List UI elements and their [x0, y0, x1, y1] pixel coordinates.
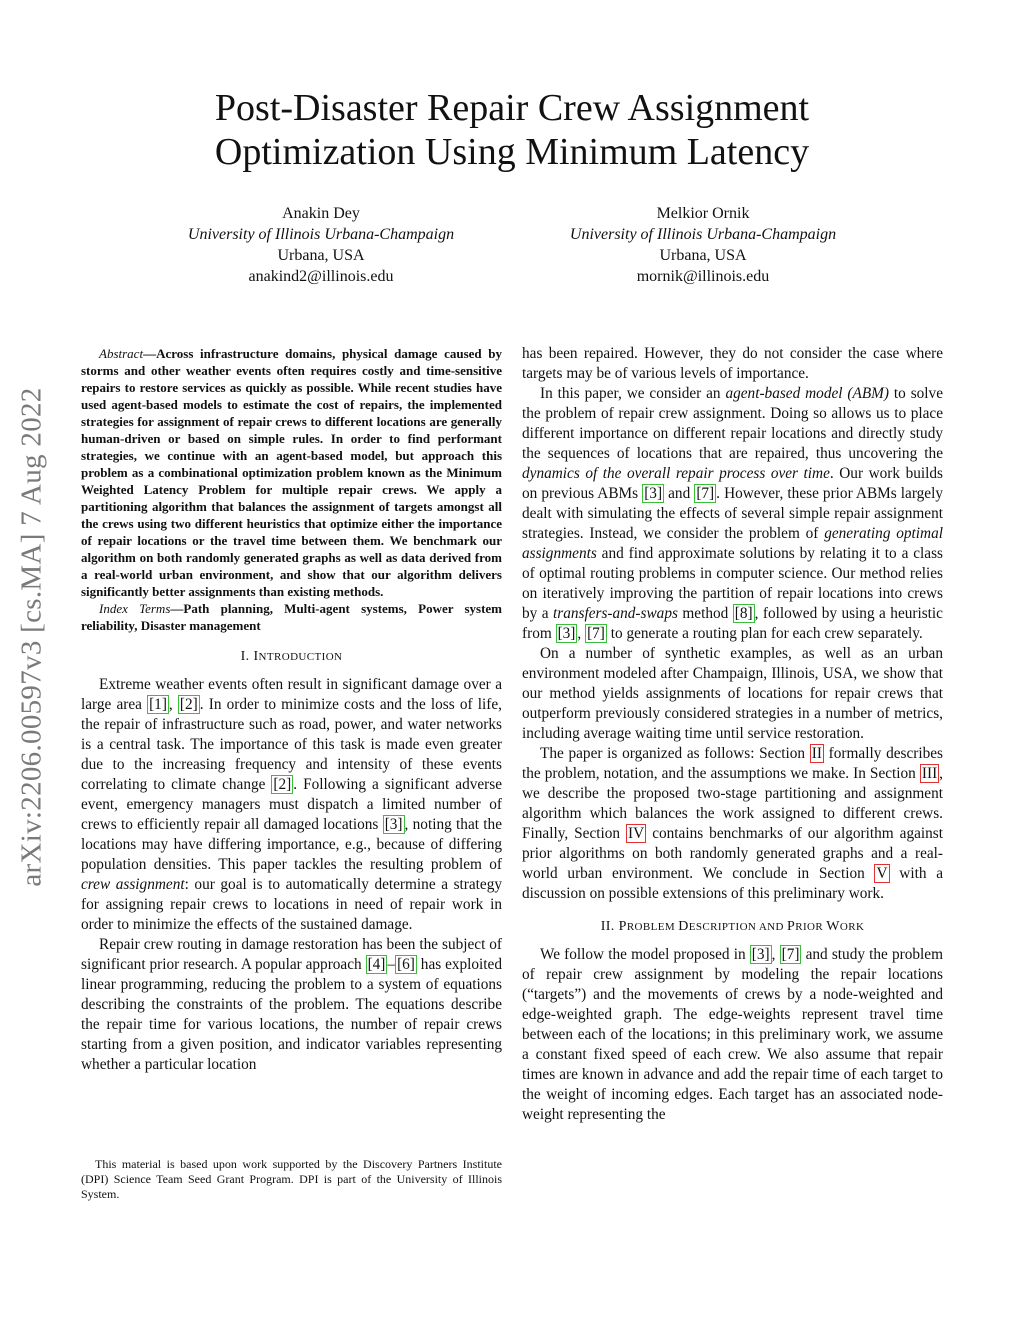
section-heading-problem-description: II. PROBLEM DESCRIPTION AND PRIOR WORK: [600, 919, 865, 934]
paper-title: [112, 86, 912, 174]
author-location: Urbana, USA: [659, 247, 747, 264]
intro-paragraph-4: On a number of synthetic examples, as well as an urban environment modeled after Champaign, Illinois, USA, we show that our method yields assignments of locations for repair crews that outperform previously considered strategies in a number of metrics, including average waiting time until service restoration.: [522, 645, 943, 742]
intro-paragraph-3: In this paper, we consider an agent-based model (ABM) to solve the problem of repair crew assignment. Doing so allows us to place different importance on different repair locations and directly study the sequences of locations that are repaired, thus uncovering the dynamics of the overall repair process over time. Our work builds on previous ABMs [3] and [7] . However, these prior ABMs largely dealt with simulating the effects of several simple repair assignment strategies. Instead, we consider the problem of generating optimal assignments and find approximate solutions by relating it to a class of optimal routing problems in computer science. Our method relies on iteratively improving the partition of repair locations into crews by a transfers-and-swaps method [8] , followed by using a heuristic from [3] , [7] to generate a routing plan for each crew separately.: [522, 385, 943, 642]
author-email: mornik@illinois.edu: [636, 268, 770, 285]
author-location: Urbana, USA: [277, 247, 365, 264]
index-terms-label: Index Terms: [99, 601, 171, 616]
author-name: Anakin Dey: [282, 205, 360, 222]
citation-link[interactable]: [3]: [751, 946, 770, 963]
citation-link[interactable]: [4]: [367, 956, 386, 973]
index-terms-text: —Path planning, Multi-agent systems, Power system reliability, Disaster management: [81, 601, 503, 633]
citation-link[interactable]: [3]: [557, 625, 576, 642]
abstract-label: Abstract: [99, 346, 144, 361]
section-heading-introduction: I. INTRODUCTION: [240, 649, 343, 664]
intro-paragraph-2-cont: has been repaired. However, they do not consider the case where targets may be of various levels of importance.: [522, 345, 943, 382]
citation-link[interactable]: [3]: [644, 485, 663, 502]
left-column: [81, 345, 502, 1075]
arxiv-identifier: [10, 345, 54, 930]
citation-link[interactable]: [6]: [397, 956, 415, 973]
title-line-2: Optimization Using Minimum Latency: [214, 131, 810, 173]
intro-paragraph-5: The paper is organized as follows: Section II formally describes the problem, notation, and the assumptions we make. In Section III , we describe the proposed two-stage partitioning and assignment algorithm which balances the work assigned to different crews. Finally, Section IV contains benchmarks of our algorithm against prior algorithms on both randomly generated graphs and a real-world urban environment. We conclude in Section V with a discussion on possible extensions of this preliminary work.: [522, 745, 943, 902]
citation-link[interactable]: [2]: [273, 776, 292, 793]
section-ref-link[interactable]: IV: [628, 825, 645, 842]
author-block-1: [131, 203, 511, 287]
section-ref-link[interactable]: V: [876, 865, 888, 882]
citation-link[interactable]: [2]: [179, 696, 198, 713]
abstract-text: —Across infrastructure domains, physical damage caused by storms and other weather events often requires costly and time-sensitive repairs to restore services as quickly as possible. While recent studies have used agent-based models to estimate the cost of repairs, the implemented strategies for assignment of repair crews to different locations are generally human-driven or based on simple rules. In order to find performant strategies, we continue with an agent-based model, but approach this problem as a combinational optimization problem known as the Minimum Weighted Latency Problem for multiple repair crews. We apply a partitioning algorithm that balances the assignment of targets amongst all the crews using two different heuristics that optimize either the importance of repair locations or the travel time between them. We benchmark our algorithm on both randomly generated graphs as well as data derived from a real-world urban environment, and show that our algorithm delivers significantly better assignments than existing methods.: [81, 346, 502, 599]
citation-link[interactable]: [7]: [587, 625, 605, 642]
right-column: [522, 344, 943, 1125]
author-affiliation: University of Illinois Urbana-Champaign: [187, 226, 455, 243]
section-ref-link[interactable]: III: [921, 765, 938, 782]
author-affiliation: University of Illinois Urbana-Champaign: [569, 226, 837, 243]
abstract: [81, 345, 502, 634]
citation-link[interactable]: [7]: [781, 946, 800, 963]
citation-link[interactable]: [1]: [149, 696, 167, 713]
author-name: Melkior Ornik: [656, 205, 750, 222]
author-block-2: [513, 203, 893, 287]
title-line-1: Post-Disaster Repair Crew Assignment: [214, 87, 810, 129]
problem-paragraph-1: We follow the model proposed in [3] , [7] and study the problem of repair crew assignment by modeling the repair locations (“targets”) and the movements of crews by a node-weighted and edge-weighted graph. The edge-weights represent travel time between each of the locations; in this preliminary work, we assume a constant fixed speed of each crew. We also assume that repair times are known in advance and add the repair time of each target to the weight of incoming edges. Each target has an associated node-weight representing the: [522, 946, 943, 1123]
citation-link[interactable]: [3]: [384, 816, 403, 833]
author-email: anakind2@illinois.edu: [248, 268, 394, 285]
section-ref-link[interactable]: II: [811, 745, 822, 762]
arxiv-identifier-text: arXiv:2206.00597v3 [cs.MA] 7 Aug 2022: [15, 387, 48, 887]
citation-link[interactable]: [8]: [734, 605, 753, 622]
intro-paragraph-2: Repair crew routing in damage restoration has been the subject of significant prior research. A popular approach [4] – [6] has exploited linear programming, reducing the problem to a system of equations describing the constraints of the problem. The equations describe the repair time for various locations, the number of repair crews starting from a given position, and indicator variables representing whether a particular location: [81, 936, 502, 1073]
intro-paragraph-1: Extreme weather events often result in significant damage over a large area [1] , [2] . In order to minimize costs and the loss of life, the repair of infrastructure such as road, power, and water networks is a central task. The importance of this task is made even greater due to the increasing frequency and intensity of these events correlating to climate change [2] . Following a significant adverse event, emergency managers must dispatch a limited number of crews to efficiently repair all damaged locations [3] , noting that the locations may have differing importance, e.g., because of differing population densities. This paper tackles the resulting problem of crew assignment: our goal is to automatically determine a strategy for assigning repair crews to locations in need of repair work in order to minimize the effects of the sustained damage.: [81, 676, 502, 933]
footnote: This material is based upon work supported by the Discovery Partners Institute (DPI) Science Team Seed Grant Program. DPI is part of the University of Illinois System.: [81, 1157, 502, 1201]
citation-link[interactable]: [7]: [696, 485, 715, 502]
